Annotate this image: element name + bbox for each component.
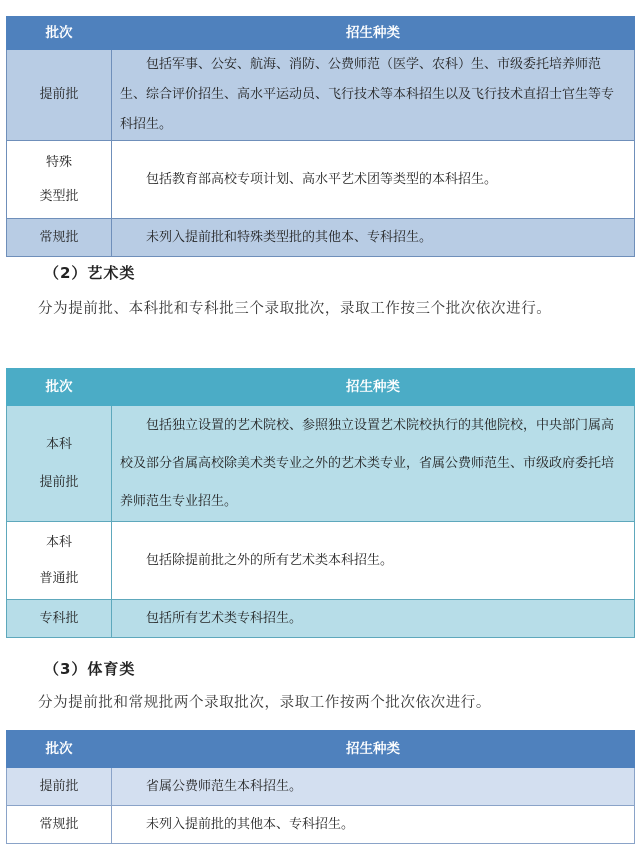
table-row	[7, 522, 635, 600]
section-paragraph-sports: 分为提前批和常规批两个录取批次，录取工作按两个批次依次进行。	[38, 695, 491, 711]
table-row	[7, 600, 635, 638]
table-header-row	[7, 17, 635, 50]
table-row	[7, 806, 635, 844]
section-heading-art: （2）艺术类	[44, 264, 136, 282]
header-category: 招生种类	[112, 369, 635, 406]
table-header-row	[7, 731, 635, 768]
batch-line: 特殊	[45, 154, 72, 170]
batch-cell: 提前批	[7, 768, 112, 806]
header-category: 招生种类	[112, 731, 635, 768]
batch-cell	[7, 522, 112, 600]
category-cell: 包括独立设置的艺术院校、参照独立设置艺术院校执行的其他院校，中央部门属高校及部分省属高校除美术类专业之外的艺术类专业，省属公费师范生、市级政府委托培养师范生专业招生。	[112, 406, 635, 522]
batch-cell: 专科批	[7, 600, 112, 638]
header-category: 招生种类	[112, 17, 635, 50]
admission-batch-table-art	[6, 368, 635, 638]
category-cell: 未列入提前批的其他本、专科招生。	[112, 806, 635, 844]
category-cell: 包括所有艺术类专科招生。	[112, 600, 635, 638]
admission-batch-table-general	[6, 16, 635, 257]
category-cell: 包括除提前批之外的所有艺术类本科招生。	[112, 522, 635, 600]
table-header-row	[7, 369, 635, 406]
table-row	[7, 141, 635, 219]
batch-cell: 常规批	[7, 219, 112, 257]
header-batch: 批次	[7, 731, 112, 768]
batch-line: 本科	[45, 436, 72, 452]
batch-line: 普通批	[39, 570, 79, 586]
batch-line: 本科	[45, 534, 72, 550]
batch-cell	[7, 141, 112, 219]
table-row	[7, 406, 635, 522]
batch-line: 类型批	[39, 188, 79, 204]
section-heading-sports: （3）体育类	[44, 660, 136, 678]
category-cell: 未列入提前批和特殊类型批的其他本、专科招生。	[112, 219, 635, 257]
batch-cell: 提前批	[7, 50, 112, 141]
category-cell: 包括教育部高校专项计划、高水平艺术团等类型的本科招生。	[112, 141, 635, 219]
section-paragraph-art: 分为提前批、本科批和专科批三个录取批次，录取工作按三个批次依次进行。	[38, 301, 552, 317]
batch-cell: 常规批	[7, 806, 112, 844]
batch-cell	[7, 406, 112, 522]
table-row	[7, 768, 635, 806]
header-batch: 批次	[7, 17, 112, 50]
category-cell: 省属公费师范生本科招生。	[112, 768, 635, 806]
table-row	[7, 219, 635, 257]
header-batch: 批次	[7, 369, 112, 406]
table-row	[7, 50, 635, 141]
batch-line: 提前批	[39, 474, 79, 490]
category-cell: 包括军事、公安、航海、消防、公费师范（医学、农科）生、市级委托培养师范生、综合评价招生、高水平运动员、飞行技术等本科招生以及飞行技术直招士官生等专科招生。	[112, 50, 635, 141]
admission-batch-table-sports	[6, 730, 635, 844]
